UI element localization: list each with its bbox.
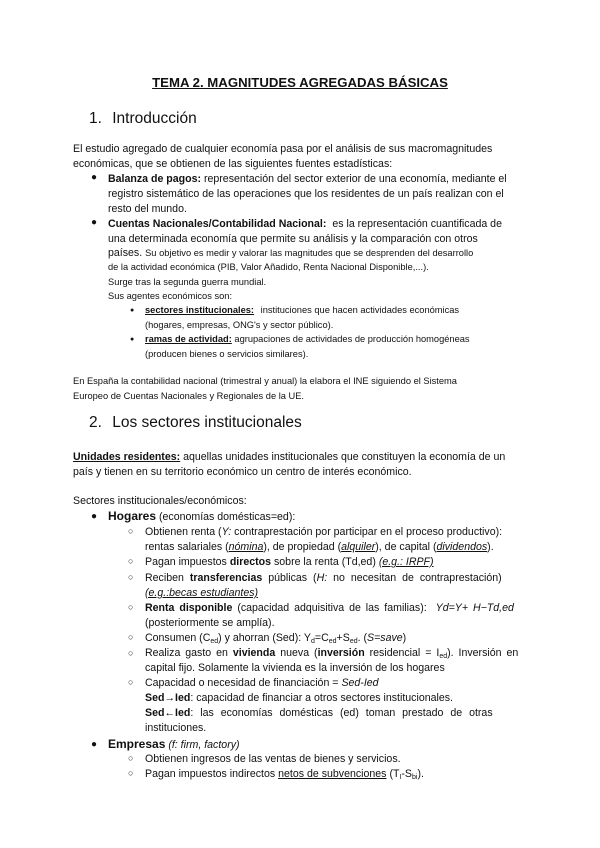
vivienda-line-1: Realiza gasto en vivienda nueva (inversión residencial = $I_{ed}$). Inversión en bbox=[145, 647, 519, 660]
renta2-b: ), de propiedad ( bbox=[263, 541, 342, 553]
renta2-a: rentas salariales ( bbox=[145, 541, 229, 553]
cuentas-line-1 bbox=[108, 217, 502, 232]
empresas-term: Empresas bbox=[108, 737, 166, 751]
transferencias-example: (e.g.:becas estudiantes) bbox=[145, 587, 259, 599]
page-title: TEMA 2. MAGNITUDES AGREGADAS BÁSICAS bbox=[152, 75, 448, 90]
hogares-line bbox=[108, 509, 295, 525]
imp-b: directos bbox=[229, 556, 272, 568]
hogares-term: Hogares bbox=[108, 509, 157, 523]
intro-line-1: El estudio agregado de cualquier economía pasa por el análisis de sus macromagnitudes bbox=[73, 143, 493, 155]
ramas-line-2: (producen bienes o servicios similares). bbox=[145, 349, 309, 359]
cap-l3: : las economías domésticas (ed) toman prestado de otras bbox=[190, 707, 493, 719]
viv-f: ). Inversión en bbox=[447, 647, 519, 659]
cuentas-line-5: Surge tras la segunda guerra mundial. bbox=[108, 277, 267, 287]
trans-d: no necesitan de contraprestación) bbox=[333, 572, 502, 584]
bullet-icon: ● bbox=[91, 172, 98, 183]
cuentas-line-2: una determinada economía que permite su análisis y la comparación con otros bbox=[108, 233, 478, 245]
trans-a: Reciben bbox=[145, 572, 184, 584]
cap-a: Capacidad o necesidad de financiación = bbox=[145, 677, 339, 689]
section-1-heading bbox=[89, 110, 197, 128]
viv-b: vivienda bbox=[232, 647, 276, 659]
capacidad-line-3 bbox=[145, 706, 493, 721]
renta-disponible-line-2: (posteriormente se amplía). bbox=[145, 617, 275, 629]
unidades-term: Unidades residentes: bbox=[73, 451, 181, 463]
cuentas-text-3a: países. bbox=[108, 247, 143, 259]
rd-a: Renta disponible bbox=[145, 602, 233, 614]
cuentas-line-4: de la actividad económica (PIB, Valor Añadido, Renta Nacional Disponible,...). bbox=[108, 262, 429, 272]
circle-bullet-icon: ○ bbox=[128, 648, 134, 658]
ramas-term: ramas de actividad: bbox=[145, 334, 232, 344]
circle-bullet-icon: ○ bbox=[128, 768, 134, 778]
cons-a: Consumen (C bbox=[145, 632, 211, 644]
circle-bullet-icon: ○ bbox=[128, 753, 134, 763]
emp-l2d: -S bbox=[401, 768, 412, 780]
cuentas-text-1: es la representación cuantificada de bbox=[332, 218, 502, 230]
rd-b: (capacidad adquisitiva de las familias): bbox=[237, 602, 427, 614]
bullet-icon: ● bbox=[91, 217, 98, 228]
unidades-line-1 bbox=[73, 450, 505, 465]
cons-d: +S bbox=[336, 632, 350, 644]
circle-bullet-icon: ○ bbox=[128, 556, 134, 566]
empresas-rest: (f: firm, factory) bbox=[168, 739, 240, 751]
circle-bullet-icon: ○ bbox=[128, 526, 134, 536]
unidades-line-2: país y tienen en su territorio económico un centro de interés económico. bbox=[73, 466, 412, 478]
square-bullet-icon: ● bbox=[130, 336, 135, 343]
viv-d: inversión bbox=[317, 647, 365, 659]
alquiler: alquiler bbox=[341, 541, 376, 553]
vivienda-line-2: capital fijo. Solamente la vivienda es la inversión de los hogares bbox=[145, 662, 445, 674]
cuentas-term: Cuentas Nacionales/Contabilidad Nacional: bbox=[108, 218, 327, 230]
section-2-number: 2. bbox=[89, 414, 102, 431]
cons-b: ) y ahorran (Sed): Y bbox=[218, 632, 311, 644]
renta-text-a: Obtienen renta ( bbox=[145, 526, 222, 538]
hogares-rest: (economías domésticas=ed): bbox=[158, 511, 296, 523]
cap-formula: Sed-Ied bbox=[341, 677, 379, 689]
circle-bullet-icon: ○ bbox=[128, 602, 134, 612]
capacidad-line-2 bbox=[145, 691, 453, 706]
sectores-line-1 bbox=[145, 304, 459, 318]
dividendos: dividendos bbox=[436, 541, 488, 553]
trans-c: públicas ( bbox=[268, 572, 317, 584]
renta-line-1 bbox=[145, 525, 502, 540]
rd-formula: Yd=Y+ H−Td,ed bbox=[435, 602, 514, 614]
trans-h: H: bbox=[316, 572, 328, 584]
balanza-line-3: resto del mundo. bbox=[108, 203, 187, 215]
espana-line-2: Europeo de Cuentas Nacionales y Regionales de la UE. bbox=[73, 391, 305, 401]
trans-b: transferencias bbox=[189, 572, 263, 584]
empresas-item-1: Obtienen ingresos de las ventas de bienes y servicios. bbox=[145, 753, 401, 765]
impuestos-line bbox=[145, 555, 434, 570]
square-bullet-icon: ● bbox=[130, 307, 135, 314]
viv-a: Realiza gasto en bbox=[145, 647, 228, 659]
imp-c: sobre la renta (Td,ed) bbox=[273, 556, 376, 568]
capacidad-line-1 bbox=[145, 676, 379, 691]
empresas-line bbox=[108, 737, 240, 753]
renta2-d: ). bbox=[487, 541, 494, 553]
cons-save: S=save bbox=[367, 632, 403, 644]
cons-e: . ( bbox=[357, 632, 368, 644]
renta-disponible-line-1 bbox=[145, 601, 514, 616]
nomina: nómina bbox=[228, 541, 264, 553]
renta2-c: ), de capital ( bbox=[375, 541, 437, 553]
emp-l2c: (T bbox=[389, 768, 400, 780]
sectores-term: sectores institucionales: bbox=[145, 305, 255, 315]
circle-bullet-icon: ○ bbox=[128, 572, 134, 582]
bullet-icon: ● bbox=[91, 511, 98, 522]
balanza-text-1: representación del sector exterior de una economía, mediante el bbox=[203, 173, 507, 185]
renta-line-2 bbox=[145, 540, 494, 555]
viv-c: nueva ( bbox=[280, 647, 318, 659]
consumen-line: Consumen $(C_{ed})$ y ahorran (Sed): $Y_d=C_{ed}+S_{ed}$. (S=save) bbox=[145, 632, 407, 645]
cons-c: =C bbox=[314, 632, 329, 644]
ramas-line-1 bbox=[145, 333, 470, 347]
cap-l3-sym: Sed←Ied bbox=[145, 707, 191, 719]
cuentas-line-6: Sus agentes económicos son: bbox=[108, 291, 233, 301]
section-2-title: Los sectores institucionales bbox=[112, 414, 302, 431]
renta-y: Y: bbox=[221, 526, 232, 538]
sectores-intro: Sectores institucionales/económicos: bbox=[73, 495, 247, 507]
cuentas-text-3b: Su objetivo es medir y valorar las magnitudes que se desprenden del desarrollo bbox=[145, 248, 474, 258]
balanza-term: Balanza de pagos: bbox=[108, 173, 202, 185]
section-2-heading bbox=[89, 414, 302, 432]
cons-f: ) bbox=[402, 632, 407, 644]
emp-l2b: netos de subvenciones bbox=[278, 768, 387, 780]
cap-l2: : capacidad de financiar a otros sectores institucionales. bbox=[190, 692, 453, 704]
transferencias-line-1 bbox=[145, 571, 502, 586]
viv-e: residencial = I bbox=[369, 647, 440, 659]
unidades-text-1: aquellas unidades institucionales que constituyen la economía de un bbox=[183, 451, 506, 463]
renta-text-b: contraprestación por participar en el proceso productivo): bbox=[234, 526, 503, 538]
imp-eg: (e.g.: IRPF) bbox=[378, 556, 434, 568]
intro-line-2: económicas, que se obtienen de las siguientes fuentes estadísticas: bbox=[73, 158, 393, 170]
sectores-line-2: (hogares, empresas, ONG's y sector público). bbox=[145, 320, 334, 330]
cap-l2-sym: Sed→Ied bbox=[145, 692, 191, 704]
bullet-icon: ● bbox=[91, 739, 98, 750]
empresas-item-2: Pagan impuestos indirectos netos de subvenciones $(T_I-S_{bi})$. bbox=[145, 768, 424, 781]
circle-bullet-icon: ○ bbox=[128, 677, 134, 687]
sectores-text-1: instituciones que hacen actividades económicas bbox=[260, 305, 460, 315]
circle-bullet-icon: ○ bbox=[128, 632, 134, 642]
section-1-number: 1. bbox=[89, 110, 102, 127]
section-1-title: Introducción bbox=[112, 110, 197, 127]
cuentas-line-3 bbox=[108, 246, 473, 261]
ramas-text-1: agrupaciones de actividades de producción homogéneas bbox=[234, 334, 470, 344]
balanza-line-2: registro sistemático de las operaciones que los residentes de un país realizan con el bbox=[108, 188, 504, 200]
emp-l2a: Pagan impuestos indirectos bbox=[145, 768, 276, 780]
emp-l2e: ). bbox=[417, 768, 424, 780]
espana-line-1: En España la contabilidad nacional (trimestral y anual) la elabora el INE siguiendo el Sistema bbox=[73, 376, 457, 386]
balanza-line-1 bbox=[108, 172, 507, 187]
capacidad-line-4: instituciones. bbox=[145, 722, 207, 734]
imp-a: Pagan impuestos bbox=[145, 556, 227, 568]
